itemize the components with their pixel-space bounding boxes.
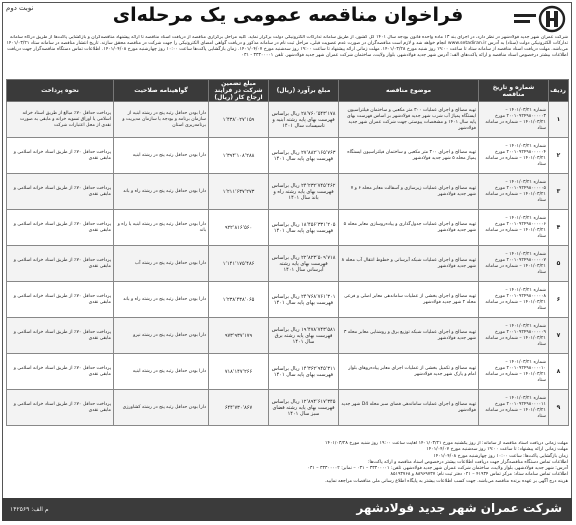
row-no: ۵	[549, 246, 569, 282]
row-payment: پرداخت حداقل ۷۰٪ از طریق اسناد خزانه اسلامی و مابقی نقدی	[7, 246, 114, 282]
row-no: ۷	[549, 318, 569, 354]
row-tender: شماره ۱۴۰۱/۰۳/۲۱ – ۲۰۰۱۰۹۲۴۹۸۰۰۰۰۰۹ مورخ ۱۴۰۱/۰۳/۲۱ – شماره در سامانه ستاد	[479, 318, 549, 354]
row-guarantee: ۹۷۳٬۹۳۷٬۱۷۹	[209, 318, 269, 354]
row-estimate: ۲۷٬۸۸۲٬۱۶۵٬۷۶۳ ریال براساس فهرست بهای پایه سال ۱۴۰۱	[269, 138, 339, 174]
row-tender: شماره ۱۴۰۱/۰۳/۲۱ – ۲۰۰۱۰۹۲۴۹۸۰۰۰۰۰۶ مورخ ۱۴۰۱/۰۳/۲۱ – شماره در سامانه ستاد	[479, 210, 549, 246]
row-subject: تهیه مصالح و اجرای عملیات زیرسازی و آسفالت معابر محله ۶ و ۷ شهر جدید فولادشهر	[339, 174, 479, 210]
note-line: هزینه درج آگهی بر عهده برنده مناقصه می‌باشد. جهت کسب اطلاعات بیشتر به پایگاه اطلاع رسانی ملی مناقصات مراجعه نمایید.	[324, 478, 568, 484]
row-estimate: ۱۲٬۸۹۴٬۶۱۷٬۳۴۵ ریال براساس فهرست بهای پایه رشته فضای سبز سال ۱۴۰۱	[269, 390, 339, 426]
row-certificate: دارا بودن حداقل رتبه پنج در رشته راه و باند	[114, 174, 209, 210]
row-payment: پرداخت حداقل ۷۰٪ از طریق اسناد خزانه اسلامی و مابقی نقدی	[7, 210, 114, 246]
row-tender: شماره ۱۴۰۱/۰۳/۲۱ – ۲۰۰۱۰۹۲۴۹۸۰۰۰۰۰۳ مورخ ۱۴۰۱/۰۳/۲۱ – شماره در سامانه ستاد	[479, 102, 549, 138]
tender-table	[6, 79, 569, 426]
row-certificate: دارا بودن حداقل رتبه پنج در رشته نیرو	[114, 318, 209, 354]
footer-bar	[2, 498, 572, 521]
row-payment: پرداخت حداقل ۷۰٪ از طریق اسناد خزانه اسلامی و مابقی نقدی	[7, 174, 114, 210]
row-payment: پرداخت حداقل ۷۰٪ مبالغ از طریق اسناد خزانه اسلامی یا اوراق تسویه خزانه و مابقی به صورت نقدی از محل اعتبارات شرکت	[7, 102, 114, 138]
table-row	[7, 282, 569, 318]
col-header-guarantee: مبلغ تضمین شرکت در فرایند ارجاع کار (ریال)	[209, 80, 269, 102]
row-guarantee: ۱٬۴۳۸٬۰۲۷٬۱۵۹	[209, 102, 269, 138]
note-line: اطلاعات تماس دستگاه مناقصه‌گزار جهت دریافت اطلاعات بیشتر درخصوص اسناد مناقصه و ارائه پاکت‌ها:	[367, 459, 568, 465]
row-certificate: دارا بودن حداقل رتبه پنج در رشته آب	[114, 246, 209, 282]
company-name: شرکت عمران شهر جدید فولادشهر	[356, 501, 562, 515]
edition-label: نوبت دوم	[6, 4, 34, 12]
row-no: ۸	[549, 354, 569, 390]
table-header-row	[7, 80, 569, 102]
row-payment: پرداخت حداقل ۷۰٪ از طریق اسناد خزانه اسلامی و مابقی نقدی	[7, 282, 114, 318]
row-no: ۲	[549, 138, 569, 174]
table-row	[7, 390, 569, 426]
table-row	[7, 102, 569, 138]
row-certificate: دارا بودن حداقل رتبه پنج در رشته کشاورزی	[114, 390, 209, 426]
row-tender: شماره ۱۴۰۱/۰۳/۲۱ – ۲۰۰۱۰۹۲۴۹۸۰۰۰۰۰۸ مورخ ۱۴۰۱/۰۳/۲۱ – شماره در سامانه ستاد	[479, 282, 549, 318]
row-certificate: دارا بودن حداقل رتبه پنج در رشته ابنیه یا راه و باند	[114, 210, 209, 246]
row-tender: شماره ۱۴۰۱/۰۳/۲۱ – ۲۰۰۱۰۹۲۴۹۸۰۰۰۰۰۴ مورخ ۱۴۰۱/۰۳/۲۱ – شماره در سامانه ستاد	[479, 138, 549, 174]
row-estimate: ۲۴٬۷۶۸٬۷۶۱٬۳۰۱ ریال براساس فهرست بهای پایه سال ۱۴۰۱	[269, 282, 339, 318]
row-guarantee: ۱٬۳۹۴٬۱۰۸٬۲۸۸	[209, 138, 269, 174]
row-payment: پرداخت حداقل ۷۰٪ از طریق اسناد خزانه اسلامی و مابقی نقدی	[7, 390, 114, 426]
row-tender: شماره ۱۴۰۱/۰۳/۲۱ – ۲۰۰۱۰۹۲۴۹۸۰۰۰۰۱۱ مورخ ۱۴۰۱/۰۳/۲۱ – شماره در سامانه ستاد	[479, 390, 549, 426]
ad-reference: م الف: ۱۴۲۵۶۹	[10, 506, 49, 513]
row-estimate: ۱۹٬۴۷۸٬۷۴۳٬۵۸۱ ریال براساس فهرست بهای پایه رشته برق سال ۱۴۰۱	[269, 318, 339, 354]
row-no: ۶	[549, 282, 569, 318]
company-logo	[512, 4, 568, 34]
row-payment: پرداخت حداقل ۷۰٪ از طریق اسناد خزانه اسلامی و مابقی نقدی	[7, 318, 114, 354]
row-guarantee: ۱٬۲۱۱٬۶۳۷٬۲۷۳	[209, 174, 269, 210]
table-row	[7, 138, 569, 174]
table-row	[7, 210, 569, 246]
row-estimate: ۲۴٬۲۳۲٬۷۴۵٬۴۶۲ ریال براساس فهرست بهای پایه رشته راه و باند سال ۱۴۰۱	[269, 174, 339, 210]
table-row	[7, 354, 569, 390]
row-subject: تهیه مصالح و اجرای عملیات شبکه آبرسانی و خطوط انتقال آب محله ۸ شهر جدید فولادشهر	[339, 246, 479, 282]
row-subject: تهیه مصالح و اجرای عملیات شبکه توزیع برق و روشنایی معابر محله ۳ شهر جدید فولادشهر	[339, 318, 479, 354]
notes-section	[6, 441, 568, 489]
col-header-estimate: مبلغ برآورد (ریال)	[269, 80, 339, 102]
row-subject: تهیه مصالح و تکمیل بخشی از عملیات اجرای معابر پیاده‌روهای بلوار امام و پارک شهر جدید فولادشهر	[339, 354, 479, 390]
note-line: مهلت زمانی ارائه پیشنهاد: تا ساعت ۱۹:۰۰ روز سه‌شنبه مورخ ۱۴۰۱/۰۴/۰۷	[426, 447, 568, 453]
row-estimate: ۱۸٬۴۵۶٬۳۳۱٬۲۰۵ ریال براساس فهرست بهای پایه سال ۱۴۰۱	[269, 210, 339, 246]
row-tender: شماره ۱۴۰۱/۰۳/۲۱ – ۲۰۰۱۰۹۲۴۹۸۰۰۰۰۰۵ مورخ ۱۴۰۱/۰۳/۲۱ – شماره در سامانه ستاد	[479, 174, 549, 210]
row-guarantee: ۱٬۲۳۸٬۴۳۸٬۰۶۵	[209, 282, 269, 318]
row-payment: پرداخت حداقل ۷۰٪ از طریق اسناد خزانه اسلامی و مابقی نقدی	[7, 354, 114, 390]
note-line: زمان بازگشایی پاکت‌ها: ساعت ۱۰:۰۰ روز چهارشنبه مورخ ۱۴۰۱/۰۴/۰۸	[433, 453, 568, 459]
row-subject: تهیه مصالح و اجرای عملیات جدول‌گذاری و پیاده‌روسازی معابر محله ۵ شهر جدید فولادشهر	[339, 210, 479, 246]
row-no: ۱	[549, 102, 569, 138]
row-certificate: دارا بودن حداقل رتبه پنج در رشته ابنیه	[114, 138, 209, 174]
table-row	[7, 318, 569, 354]
row-subject: تهیه مصالح و اجرای عملیات ساماندهی فضای سبز محله D4 شهر جدید فولادشهر	[339, 390, 479, 426]
row-guarantee: ۷۱۸٬۱۴۷٬۲۶۶	[209, 354, 269, 390]
note-line: اطلاعات تماس سامانه ستاد: مرکز تماس ۴۱۹۳۴ – ۰۲۱ دفتر ثبت نام: ۸۸۹۶۹۷۳۷ و ۸۵۱۹۳۷۶۸	[390, 472, 568, 478]
row-guarantee: ۶۴۴٬۷۳۰٬۸۶۷	[209, 390, 269, 426]
row-estimate: ۲۲٬۸۲۳٬۵۰۹٬۷۱۸ ریال براساس فهرست بهای پایه رشته آبرسانی سال ۱۴۰۱	[269, 246, 339, 282]
row-estimate: ۲۸٬۷۶۰٬۵۴۳٬۱۷۸ ریال براساس فهرست بهای پایه رشته ابنیه و تاسیسات سال ۱۴۰۱	[269, 102, 339, 138]
col-header-certificate: گواهینامه صلاحیت	[114, 80, 209, 102]
row-certificate: دارا بودن حداقل رتبه پنج در رشته راه و باند	[114, 282, 209, 318]
col-header-no: ردیف	[549, 80, 569, 102]
row-guarantee: ۹۲۲٬۸۱۶٬۵۶۰	[209, 210, 269, 246]
row-certificate: دارا بودن حداقل رتبه پنج در رشته ابنیه	[114, 354, 209, 390]
col-header-tender: شماره و تاریخ مناقصه	[479, 80, 549, 102]
row-certificate: دارا بودن حداقل رتبه پنج در رشته ابنیه از سازمان برنامه و بودجه یا سازمان مدیریت و برنامه‌ریزی استان	[114, 102, 209, 138]
note-line: آدرس: شهر جدید فولادشهر، بلوار ولایت، ساختمان شرکت عمران شهر جدید فولادشهر، تلفن: ۳۳۳۰۰۰۰۱ – ۰۳۱ – نمابر: ۳۳۳۰۰۰۰۲ – ۰۳۱	[307, 466, 568, 472]
notice-title: فراخوان مناقصه عمومی یک مرحله‌ای	[112, 4, 464, 26]
row-no: ۹	[549, 390, 569, 426]
row-no: ۳	[549, 174, 569, 210]
row-guarantee: ۱٬۱۴۱٬۱۷۵٬۴۸۶	[209, 246, 269, 282]
row-subject: تهیه مصالح و اجرای ۳۰۰ متر مکعبی و ساختمان فیلتراسیون ایستگاه پمپاژ محله ۵ شهر جدید فولادشهر	[339, 138, 479, 174]
row-payment: پرداخت حداقل ۷۰٪ از طریق اسناد خزانه اسلامی و مابقی نقدی	[7, 138, 114, 174]
table-row	[7, 174, 569, 210]
row-subject: تهیه مصالح و اجرای عملیات ۳۰۰ متر مکعبی و ساختمان فیلتراسیون ایستگاه پمپاژ آب شرب شهر جدید فولادشهر بر اساس فهرست بهای پایه سال ۱۴۰۱ و مشخصات پیوستی جهت شرکت عمران شهر جدید فولادشهر	[339, 102, 479, 138]
table-row	[7, 246, 569, 282]
col-header-subject: موضوع مناقصه	[339, 80, 479, 102]
intro-paragraph: شرکت عمران شهر جدید فولادشهر در نظر دارد، در اجرای بند ۱۳ ماده واحده قانون بودجه سال ۱۴۰۱ کل کشور، از طریق سامانه تدارکات الکترونیکی دولت برگزار نماید. کلیه مراحل برگزاری مناقصه از دریافت اسناد مناقصه تا ارائه پیشنهاد مناقصه‌گران و بازگشایی پاکت‌ها از طریق درگاه سامانه تدارکات الکترونیکی دولت (ستاد) به آدرس www.setadiran.ir انجام خواهد شد و لازم است مناقصه‌گران در صورت عدم عضویت قبلی، مراحل ثبت نام در سامانه مذکور و دریافت گواهی امضای الکترونیکی را جهت شرکت در مناقصه محقق سازند. تاریخ انتشار مناقصه در سامانه ستاد ۱۴۰۱/۰۳/۲۱ می‌باشد. مهلت دریافت اسناد مناقصه از سامانه ستاد تا ساعت ۱۹:۰۰ روز شنبه مورخ ۱۴۰۱/۰۳/۲۸. مهلت زمانی ارائه پیشنهاد تا ساعت ۱۹:۰۰ روز سه‌شنبه مورخ ۱۴۰۱/۰۴/۰۷. زمان بازگشایی پاکت‌ها ساعت ۱۰:۰۰ روز چهارشنبه مورخ ۱۴۰۱/۰۴/۰۸. اطلاعات تماس دستگاه مناقصه‌گزار جهت دریافت اطلاعات بیشتر درخصوص اسناد مناقصه و ارائه پاکت‌های الف: آدرس شهر جدید فولادشهر، بلوار ولایت، ساختمان شرکت عمران شهر جدید فولادشهر. تلفن ۳۳۳۰۰۰۰۱ - ۰۳۱	[6, 35, 568, 58]
row-estimate: ۱۴٬۳۶۲٬۹۴۵٬۳۱۱ ریال براساس فهرست بهای پایه سال ۱۴۰۱	[269, 354, 339, 390]
row-no: ۴	[549, 210, 569, 246]
row-subject: تهیه مصالح و اجرای بخشی از عملیات ساماندهی معابر اصلی و فرعی محله ۲ شهر جدید فولادشهر	[339, 282, 479, 318]
note-line: مهلت زمانی دریافت اسناد مناقصه از سامانه: از روز یکشنبه مورخ ۱۴۰۱/۰۳/۲۱ لغایت ساعت ۱۹:۰۰ روز شنبه مورخ ۱۴۰۱/۰۳/۲۸	[325, 441, 568, 446]
col-header-payment: نحوه پرداخت	[7, 80, 114, 102]
row-tender: شماره ۱۴۰۱/۰۳/۲۱ – ۲۰۰۱۰۹۲۴۹۸۰۰۰۰۱۰ مورخ ۱۴۰۱/۰۳/۲۱ – شماره در سامانه ستاد	[479, 354, 549, 390]
row-tender: شماره ۱۴۰۱/۰۳/۲۱ – ۲۰۰۱۰۹۲۴۹۸۰۰۰۰۰۷ مورخ ۱۴۰۱/۰۳/۲۱ – شماره در سامانه ستاد	[479, 246, 549, 282]
